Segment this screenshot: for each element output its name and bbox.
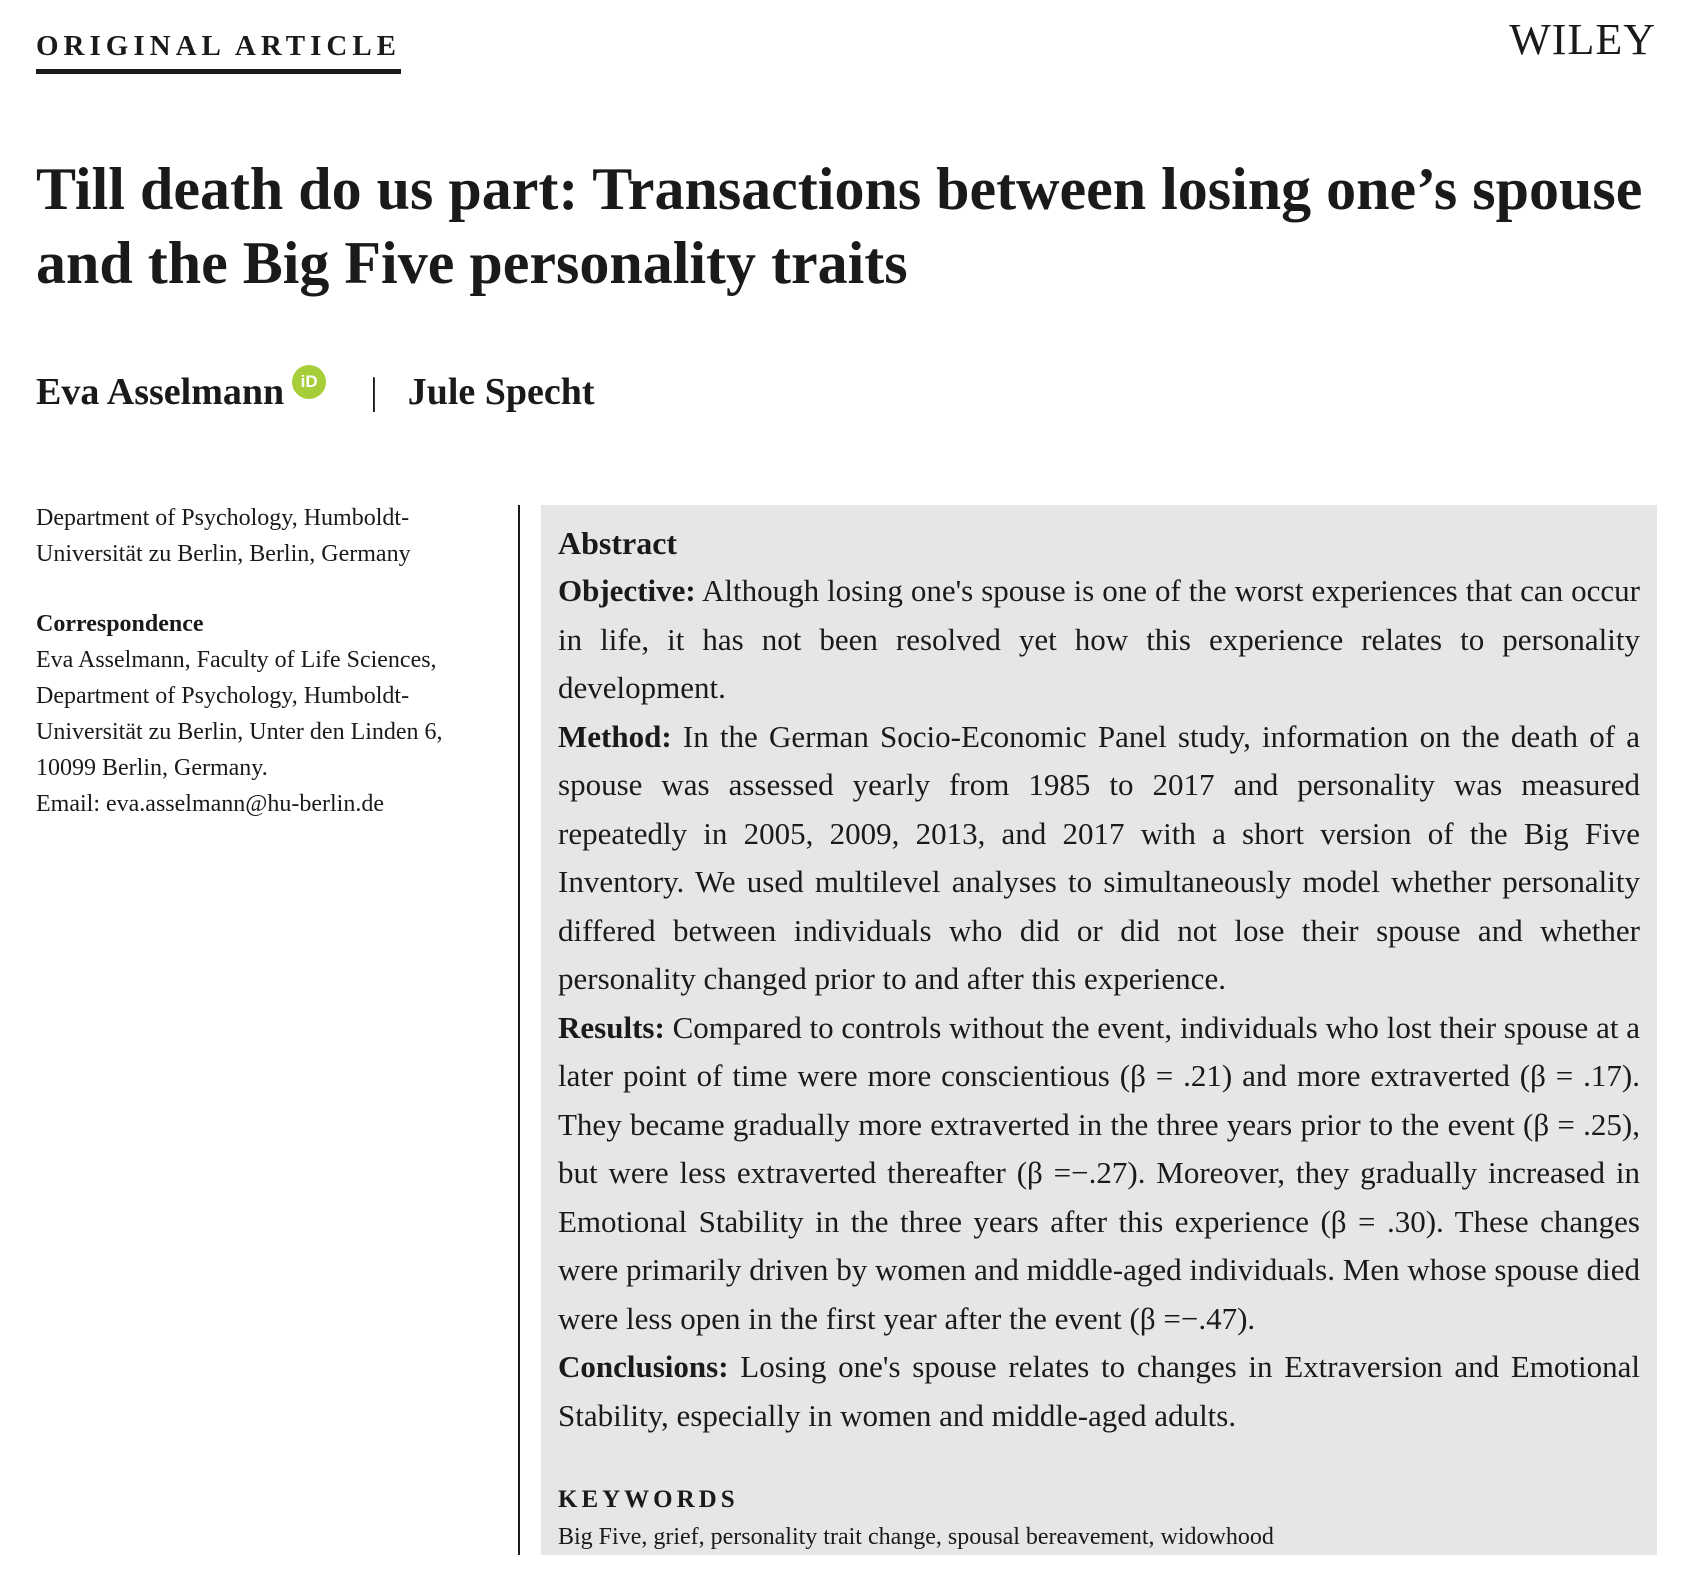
conclusions-label: Conclusions: <box>558 1349 729 1384</box>
correspondence-line: Eva Asselmann, Faculty of Life Sciences, <box>36 647 437 673</box>
correspondence-line: Universität zu Berlin, Unter den Linden 6, <box>36 719 443 745</box>
correspondence-line: 10099 Berlin, Germany. <box>36 755 268 781</box>
abstract-objective <box>558 567 1640 713</box>
method-text: In the German Socio-Economic Panel study, information on the death of a spouse was assessed yearly from 1985 to 2017 and personality was measured repeatedly in 2005, 2009, 2013, and 2017 with a short version of the Big Five Inventory. We used multilevel analyses to simultaneously model whether personality differed between individuals who did or did not lose their spouse and whether personality changed prior to and after this experience. <box>558 718 1641 996</box>
keywords-heading: KEYWORDS <box>558 1486 739 1513</box>
author-list <box>36 370 595 414</box>
column-divider <box>518 505 520 1555</box>
orcid-icon[interactable]: iD <box>292 365 326 399</box>
conclusions-text: Losing one's spouse relates to changes in Extraversion and Emotional Stability, especially in women and middle-aged adults. <box>558 1349 1640 1433</box>
article-title: Till death do us part: Transactions between losing one’s spouse and the Big Five personality traits <box>36 156 1643 296</box>
objective-text: Although losing one's spouse is one of the worst experiences that can occur in life, it has not been resolved yet how this experience relates to personality development. <box>558 573 1640 705</box>
abstract-method <box>558 713 1640 1004</box>
results-text: Compared to controls without the event, individuals who lost their spouse at a later point of time were more conscientious (β = .21) and more extraverted (β = .17). They became gradually more extraverted in the three years prior to the event (β = .25), but were less extraverted thereafter (β =−.27). Moreover, they gradually increased in Emotional Stability in the three years after this experience (β = .30). These changes were primarily driven by women and middle-aged individuals. Men whose spouse died were less open in the first year after the event (β =−.47). <box>558 1009 1640 1336</box>
method-label: Method: <box>558 718 672 754</box>
author-name: Eva Asselmann <box>36 371 285 413</box>
publisher-logo: WILEY <box>1509 15 1656 64</box>
results-label: Results: <box>558 1009 665 1045</box>
abstract-conclusions <box>558 1343 1640 1440</box>
author-separator: | <box>370 371 378 413</box>
correspondence-line: Department of Psychology, Humboldt- <box>36 683 410 709</box>
correspondence-heading: Correspondence <box>36 611 204 637</box>
abstract-body <box>558 567 1640 1440</box>
keywords-list: Big Five, grief, personality trait change, spousal bereavement, widowhood <box>558 1524 1274 1550</box>
correspondence-email[interactable]: Email: eva.asselmann@hu-berlin.de <box>36 791 384 817</box>
author-name: Jule Specht <box>407 371 595 413</box>
article-type-label: ORIGINAL ARTICLE <box>36 30 401 74</box>
objective-label: Objective: <box>558 573 696 608</box>
affiliation: Department of Psychology, Humboldt-Universität zu Berlin, Berlin, Germany <box>36 505 411 567</box>
affiliation-column <box>36 500 486 822</box>
abstract-panel <box>541 505 1657 1555</box>
abstract-results <box>558 1004 1640 1344</box>
abstract-heading: Abstract <box>558 525 678 561</box>
